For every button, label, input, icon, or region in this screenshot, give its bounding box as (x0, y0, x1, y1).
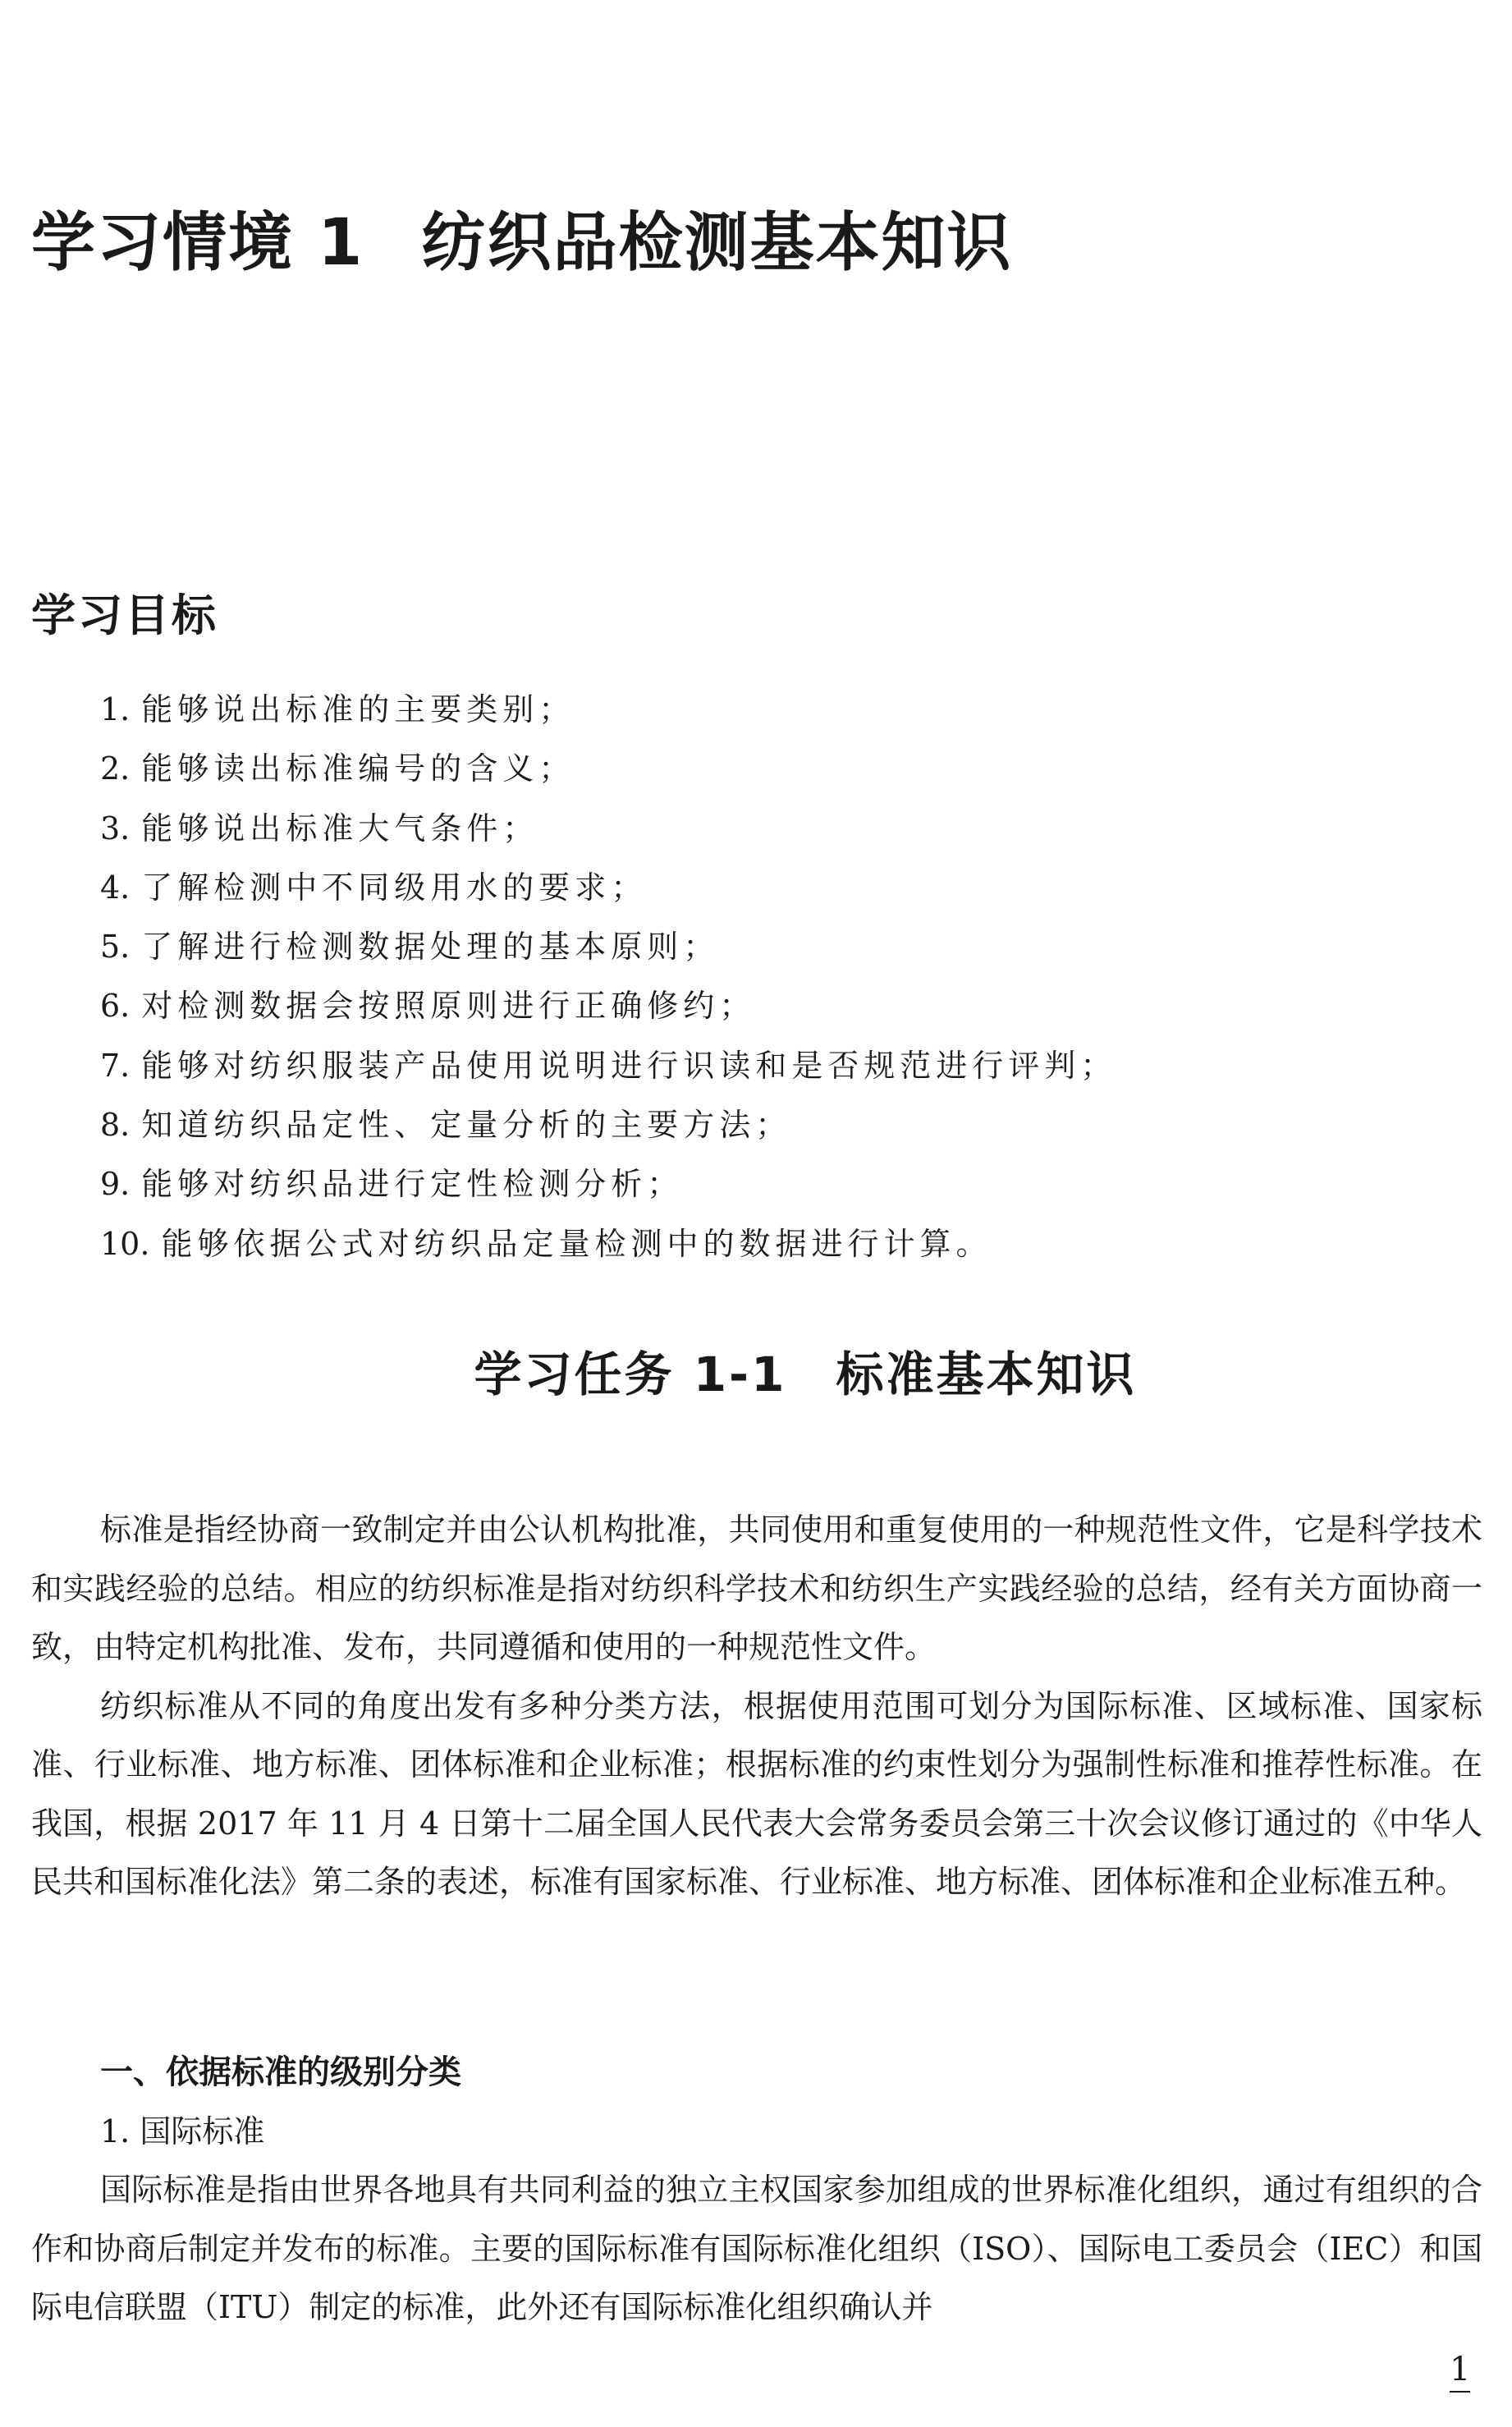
section-heading: 一、依据标准的级别分类 (100, 2053, 461, 2091)
chapter-label: 学习情境 1 (31, 206, 364, 280)
objectives-heading: 学习目标 (31, 590, 218, 641)
chapter-name: 纺织品检测基本知识 (421, 206, 1013, 280)
sub-heading: 1. 国际标准 (100, 2113, 265, 2149)
list-item (100, 799, 1116, 858)
item-text: 能够说出标准的主要类别； (141, 691, 575, 727)
item-number: 10. (100, 1225, 150, 1262)
item-text: 能够对纺织品进行定性检测分析； (141, 1166, 684, 1203)
item-number: 7. (100, 1047, 131, 1084)
list-item (100, 680, 1116, 739)
list-item (100, 1154, 1116, 1214)
item-text: 对检测数据会按照原则进行正确修约； (141, 988, 756, 1025)
item-text: 能够依据公式对纺织品定量检测中的数据进行计算。 (161, 1225, 992, 1262)
list-item (100, 858, 1116, 917)
item-number: 9. (100, 1166, 131, 1203)
item-text: 能够对纺织服装产品使用说明进行识读和是否规范进行评判； (141, 1047, 1117, 1084)
task-name: 标准基本知识 (836, 1347, 1137, 1402)
task-title (0, 1347, 1512, 1404)
list-item (100, 917, 1116, 976)
list-item (100, 1214, 1116, 1273)
item-number: 6. (100, 988, 131, 1025)
page-number: 1 (1450, 2353, 1470, 2393)
item-text: 能够读出标准编号的含义； (141, 750, 575, 787)
item-number: 2. (100, 750, 131, 787)
item-number: 3. (100, 810, 131, 846)
task-label: 学习任务 1-1 (474, 1347, 787, 1402)
body-text (31, 2161, 1482, 2338)
paragraph: 纺织标准从不同的角度出发有多种分类方法，根据使用范围可划分为国际标准、区域标准、国家标准、行业标准、地方标准、团体标准和企业标准；根据标准的约束性划分为强制性标准和推荐性标准。在我国，根据 2017 年 11 月 4 日第十二届全国人民代表大会常务委员会第三十次会议修订通过的《中华人民共和国标准化法》第二条的表述，标准有国家标准、行业标准、地方标准、团体标准和企业标准五种。 (31, 1687, 1482, 1900)
list-item (100, 1095, 1116, 1154)
paragraph: 国际标准是指由世界各地具有共同利益的独立主权国家参加组成的世界标准化组织，通过有组织的合作和协商后制定并发布的标准。主要的国际标准有国际标准化组织（ISO）、国际电工委员会（IEC）和国际电信联盟（ITU）制定的标准，此外还有国际标准化组织确认并 (31, 2172, 1482, 2325)
list-item (100, 976, 1116, 1035)
item-number: 8. (100, 1107, 131, 1144)
item-text: 了解检测中不同级用水的要求； (141, 869, 648, 906)
item-text: 知道纺织品定性、定量分析的主要方法； (141, 1107, 792, 1144)
item-number: 1. (100, 691, 131, 727)
objectives-list (100, 680, 1116, 1273)
chapter-title (31, 205, 1012, 282)
item-number: 5. (100, 929, 131, 966)
item-number: 4. (100, 869, 131, 906)
item-text: 了解进行检测数据处理的基本原则； (141, 929, 720, 966)
list-item (100, 1036, 1116, 1095)
paragraph: 标准是指经协商一致制定并由公认机构批准，共同使用和重复使用的一种规范性文件，它是科学技术和实践经验的总结。相应的纺织标准是指对纺织科学技术和纺织生产实践经验的总结，经有关方面协商一致，由特定机构批准、发布，共同遵循和使用的一种规范性文件。 (31, 1512, 1482, 1665)
list-item (100, 739, 1116, 798)
body-text (31, 1501, 1482, 1912)
item-text: 能够说出标准大气条件； (141, 810, 539, 846)
